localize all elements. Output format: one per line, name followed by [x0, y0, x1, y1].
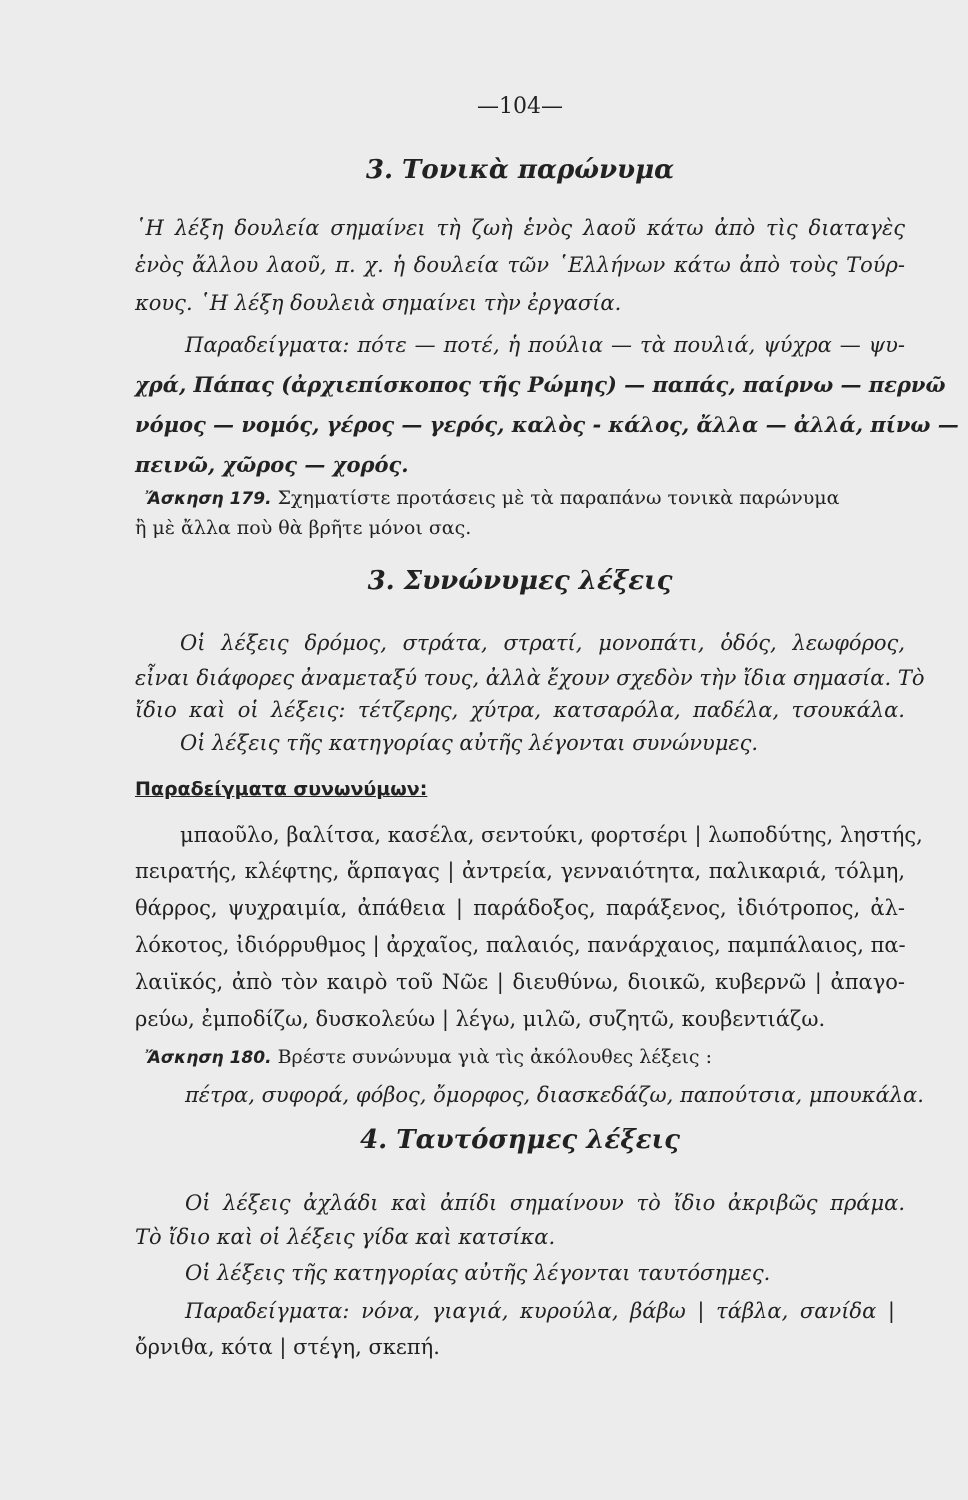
exercise-label: Ἄσκηση 180.	[145, 1048, 272, 1068]
exercise-words: πέτρα, συφορά, φόβος, ὄμορφος, διασκεδάζω, παπούτσια, μπουκάλα.	[185, 1083, 924, 1107]
paragraph-line: Παραδείγματα: νόνα, γιαγιά, κυρούλα, βάβω | τάβλα, σανίδα |	[185, 1299, 895, 1323]
example-line: λόκοτος, ἰδιόρρυθμος | ἀρχαῖος, παλαιός, πανάρχαιος, παμπάλαιος, πα-	[135, 933, 906, 957]
exercise-text: Σχηματίστε προτάσεις μὲ τὰ παραπάνω τονικὰ παρώνυμα	[277, 487, 840, 509]
paragraph-line: Παραδείγματα: πότε — ποτέ, ἡ πούλια — τὰ πουλιά, ψύχρα — ψυ-	[185, 333, 905, 357]
section-heading-synonyma: 3. Συνώνυμες λέξεις	[367, 566, 673, 596]
exercise-180	[145, 1042, 905, 1073]
paragraph-line: χρά, Πάπας (ἀρχιεπίσκοπος τῆς Ρώμης) — παπάς, παίρνω — περνῶ	[135, 372, 946, 397]
example-line: θάρρος, ψυχραιμία, ἀπάθεια | παράδοξος, παράξενος, ἰδιότροπος, ἀλ-	[135, 896, 905, 920]
exercise-text-cont: ἢ μὲ ἄλλα ποὺ θὰ βρῆτε μόνοι σας.	[135, 517, 472, 539]
exercise-text: Βρέστε συνώνυμα γιὰ τὶς ἀκόλουθες λέξεις :	[277, 1046, 712, 1068]
example-line: ρεύω, ἐμποδίζω, δυσκολεύω | λέγω, μιλῶ, συζητῶ, κουβεντιάζω.	[135, 1007, 826, 1031]
paragraph-line: πεινῶ, χῶρος — χορός.	[135, 452, 409, 477]
paragraph-line: Οἱ λέξεις τῆς κατηγορίας αὐτῆς λέγονται συνώνυμες.	[180, 731, 759, 755]
paragraph-line: ἑνὸς ἄλλου λαοῦ, π. χ. ἡ δουλεία τῶν ῾Ελλήνων κάτω ἀπὸ τοὺς Τούρ-	[135, 253, 905, 277]
paragraph-line: Τὸ ἴδιο καὶ οἱ λέξεις γίδα καὶ κατσίκα.	[135, 1225, 556, 1249]
paragraph-line: εἶναι διάφορες ἀναμεταξύ τους, ἀλλὰ ἔχουν σχεδὸν τὴν ἴδια σημασία. Τὸ	[135, 666, 925, 690]
paragraph-line: ῾Η λέξη δουλεία σημαίνει τὴ ζωὴ ἑνὸς λαοῦ κάτω ἀπὸ τὶς διαταγὲς	[135, 216, 905, 240]
paragraph-line: ἴδιο καὶ οἱ λέξεις: τέτζερης, χύτρα, κατσαρόλα, παδέλα, τσουκάλα.	[135, 698, 905, 722]
paragraph-line: Οἱ λέξεις τῆς κατηγορίας αὐτῆς λέγονται ταυτόσημες.	[185, 1261, 771, 1285]
example-line: μπαοῦλο, βαλίτσα, κασέλα, σεντούκι, φορτσέρι | λωποδύτης, ληστής,	[180, 823, 923, 847]
example-line: λαιϊκός, ἀπὸ τὸν καιρὸ τοῦ Νῶε | διευθύνω, διοικῶ, κυβερνῶ | ἀπαγο-	[135, 970, 905, 994]
paragraph-line: νόμος — νομός, γέρος — γερός, καλὸς - κάλος, ἄλλα — ἀλλά, πίνω —	[135, 412, 959, 437]
section-heading-taftosimes: 4. Ταυτόσημες λέξεις	[360, 1125, 680, 1155]
paragraph-line: κους. ῾Η λέξη δουλειὰ σημαίνει τὴν ἐργασία.	[135, 291, 622, 315]
section-heading-tonika: 3. Τονικὰ παρώνυμα	[365, 155, 675, 185]
paragraph-line: Οἱ λέξεις ἀχλάδι καὶ ἀπίδι σημαίνουν τὸ ἴδιο ἀκριβῶς πράμα.	[185, 1191, 905, 1215]
paragraph-line: ὄρνιθα, κότα | στέγη, σκεπή.	[135, 1335, 440, 1359]
page-number: —104—	[477, 94, 563, 119]
paragraph-line: Οἱ λέξεις δρόμος, στράτα, στρατί, μονοπάτι, ὁδός, λεωφόρος,	[180, 631, 905, 655]
exercise-label: Ἄσκηση 179.	[145, 489, 272, 509]
example-line: πειρατής, κλέφτης, ἅρπαγας | ἀντρεία, γενναιότητα, παλικαριά, τόλμη,	[135, 859, 905, 883]
exercise-179	[145, 483, 905, 514]
examples-label: Παραδείγματα συνωνύμων:	[135, 778, 428, 800]
